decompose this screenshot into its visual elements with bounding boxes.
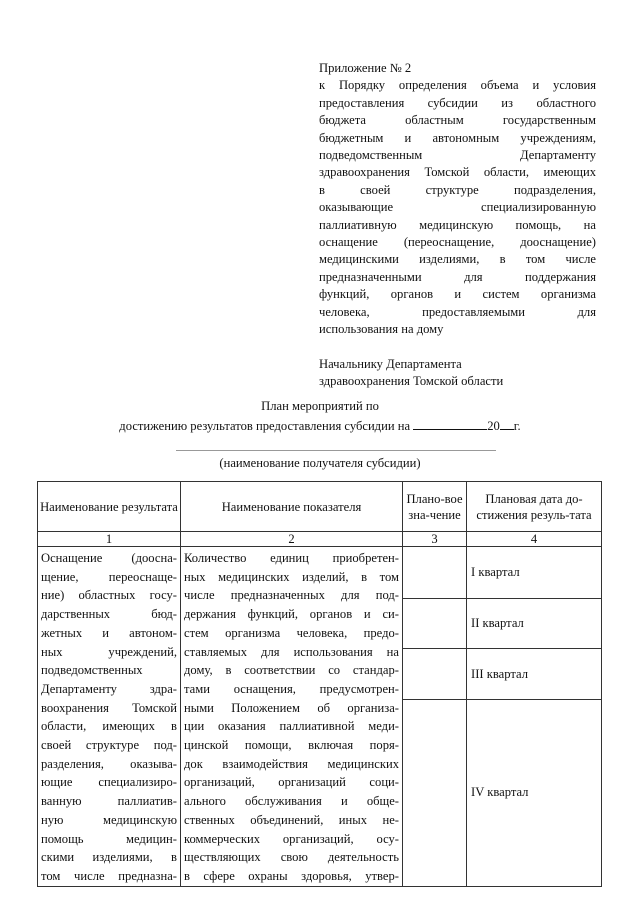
quarter-cell: III квартал [467, 649, 602, 700]
column-number-row [38, 532, 602, 547]
annex-line: подведомственным Департаменту [319, 148, 596, 163]
plan-subtitle [0, 416, 640, 435]
header-planned-date: Плановая дата до-стижения резуль-тата [467, 482, 602, 532]
result-line: скими изделиями, в [41, 850, 177, 865]
annex-line: оказывающие специализированную [319, 200, 596, 215]
indicator-line: числе предназначенных для под- [184, 588, 399, 603]
indicator-line: организаций, организаций соци- [184, 775, 399, 790]
result-line: ную медицинскую [41, 812, 177, 827]
result-line: ние) областных госу- [41, 588, 177, 603]
addressee-line: Начальнику Департамента [319, 356, 462, 371]
result-line: ных учреждений, [41, 644, 177, 659]
annex-header [319, 60, 596, 390]
indicator-line: стем организма человека, предо- [184, 625, 399, 640]
result-line: подведомственных [41, 663, 143, 678]
result-line: разделения, оказыва- [41, 756, 177, 771]
header-result: Наименование результата [38, 482, 181, 532]
annex-line: бюджета областным государственным [319, 113, 596, 128]
column-number: 4 [467, 532, 602, 547]
indicator-line: ального обслуживания и обще- [184, 794, 399, 809]
indicator-line: Количество единиц приобретен- [184, 551, 399, 565]
annex-line: предоставления субсидии из областного [319, 95, 596, 110]
recipient-caption: (наименование получателя субсидии) [219, 456, 421, 470]
period-blank [413, 416, 487, 430]
indicator-line: держания функций, органов и си- [184, 607, 399, 622]
column-number: 3 [403, 532, 467, 547]
header-planned-value: Плано-вое зна-чение [403, 482, 467, 532]
result-line: ванную паллиатив- [41, 794, 177, 809]
plan-table [37, 481, 602, 887]
indicator-line: ции оказания паллиативной меди- [184, 719, 399, 734]
annex-line-last: использования на дому [319, 322, 444, 337]
result-line: щение, переоснаще- [41, 569, 177, 584]
result-line: Оснащение (доосна- [41, 551, 177, 565]
plan-year-suffix: г. [513, 419, 521, 433]
plan-subtitle-text: достижению результатов предоставления субсидии на [119, 419, 414, 433]
quarter-cell: IV квартал [467, 699, 602, 886]
plan-year: 20 [487, 419, 500, 433]
result-line: ющие специализиро- [41, 775, 177, 790]
annex-line: бюджетным и автономным учреждениям, [319, 130, 596, 145]
indicator-line: коммерческих организаций, осу- [184, 831, 399, 846]
result-line: том числе предназна- [41, 868, 177, 883]
result-line: своей структуре под- [41, 738, 177, 753]
indicator-line: ществляющих свою деятельность [184, 850, 399, 865]
column-number: 2 [181, 532, 403, 547]
annex-line: человека, предоставляемыми для [319, 304, 596, 319]
year-blank [500, 416, 514, 430]
indicator-line: ных медицинских изделий, в том [184, 569, 399, 584]
indicator-line: дому, в соответствии со стандар- [184, 663, 399, 678]
indicator-line: тами оснащения, предусмотрен- [184, 681, 399, 696]
planned-value-cell[interactable] [403, 699, 467, 886]
planned-value-cell[interactable] [403, 547, 467, 599]
result-line: жетных и автоном- [41, 625, 177, 640]
table-header-row [38, 482, 602, 532]
indicator-cell [181, 547, 403, 887]
indicator-line: ными Положением об организа- [184, 700, 399, 715]
indicator-line: в сфере охраны здоровья, утвер- [184, 868, 399, 883]
annex-line: функций, органов и систем организма [319, 287, 596, 302]
table-row [38, 547, 602, 599]
annex-line: предназначенными для поддержания [319, 269, 596, 284]
planned-value-cell[interactable] [403, 598, 467, 649]
annex-line: здравоохранения Томской области, имеющих [319, 165, 596, 180]
planned-value-cell[interactable] [403, 649, 467, 700]
annex-line: паллиативную медицинскую помощь, на [319, 217, 596, 232]
annex-line: медицинскими изделиями, в том числе [319, 252, 596, 267]
result-line: Департаменту здра- [41, 681, 177, 696]
annex-title: Приложение № 2 [319, 61, 412, 75]
quarter-cell: I квартал [467, 547, 602, 599]
addressee-line: здравоохранения Томской области [319, 373, 504, 388]
result-cell [38, 547, 181, 887]
quarter-cell: II квартал [467, 598, 602, 649]
result-line: области, имеющих в [41, 719, 177, 734]
recipient-name-line [176, 450, 496, 451]
annex-line: к Порядку определения объема и условия [319, 78, 596, 93]
indicator-line: ставляемых для использования на [184, 644, 399, 659]
indicator-line: ственных объединений, иных не- [184, 812, 399, 827]
indicator-line: цинской помощи, включая поря- [184, 738, 399, 753]
result-line: помощь медицин- [41, 831, 177, 846]
plan-title: План мероприятий по [261, 399, 379, 413]
result-line: дарственных бюд- [41, 607, 177, 622]
result-line: воохранения Томской [41, 700, 177, 715]
indicator-line: док взаимодействия медицинских [184, 756, 399, 771]
column-number: 1 [38, 532, 181, 547]
annex-line: оснащение (переоснащение, дооснащение) [319, 235, 596, 250]
header-indicator: Наименование показателя [181, 482, 403, 532]
annex-line: в своей структуре подразделения, [319, 182, 596, 197]
